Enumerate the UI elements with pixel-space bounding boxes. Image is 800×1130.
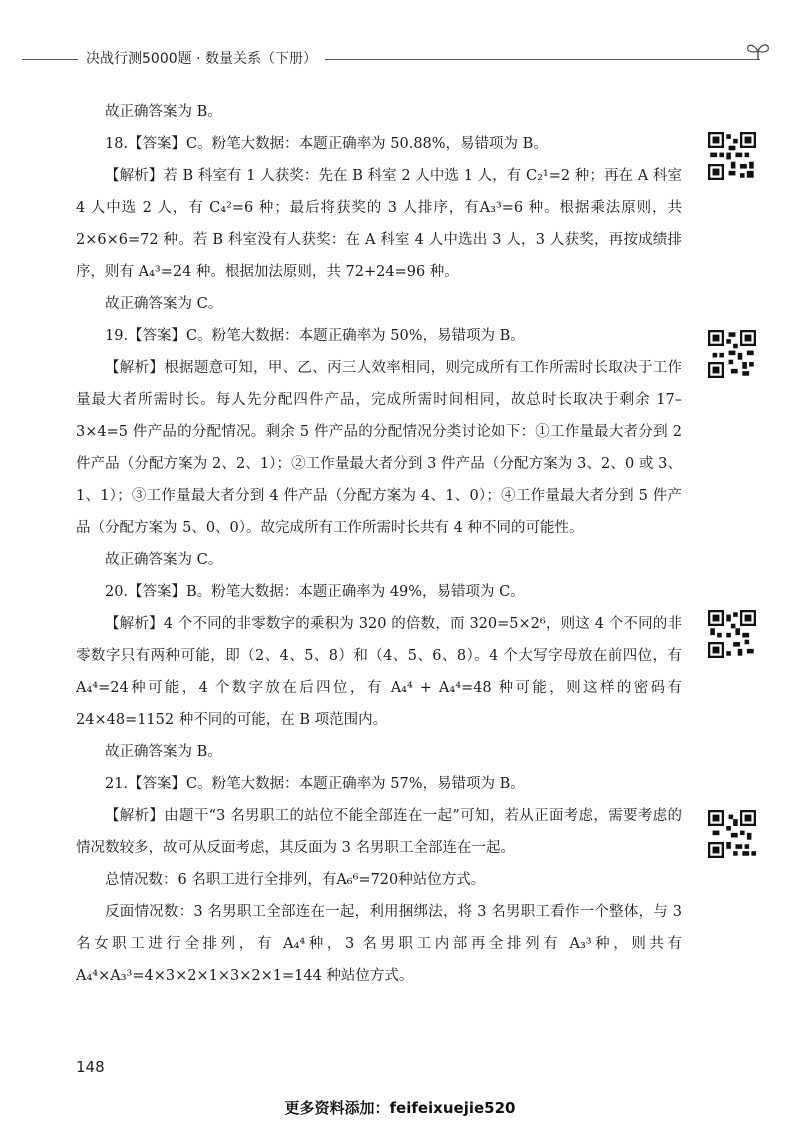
qr-code-icon[interactable] xyxy=(708,610,756,658)
q20-answer: 20.【答案】B。粉笔大数据：本题正确率为 49%，易错项为 C。 xyxy=(105,584,525,600)
q19-answer: 19.【答案】C。粉笔大数据：本题正确率为 50%，易错项为 B。 xyxy=(105,328,525,344)
book-title: 决战行测5000题 · 数量关系（下册） xyxy=(78,50,325,68)
q21-answer: 21.【答案】C。粉笔大数据：本题正确率为 57%，易错项为 B。 xyxy=(105,776,525,792)
footer-note: 更多资料添加：feifeixuejie520 xyxy=(284,1099,516,1117)
q18-answer: 18.【答案】C。粉笔大数据：本题正确率为 50.88%，易错项为 B。 xyxy=(105,136,548,152)
paragraph: 故正确答案为 B。 xyxy=(105,104,222,120)
q18-analysis: 【解析】若 B 科室有 1 人获奖：先在 B 科室 2 人中选 1 人，有 C₂¹=2 种；再在 A 科室 4 人中选 2 人，有 C₄²=6 种；最后将获奖的 3 人排序，有A₃³=6 种。根据乘法原则，共 2×6×6=72 种。若 B 科室没有人获奖：在 A 科室 4 人中选出 3 人，3 人获奖，再按成绩排序，则有 A₄³=24 种。根据加法原则，共 72+24=96 种。 xyxy=(76,168,682,280)
q19-conclusion: 故正确答案为 C。 xyxy=(105,552,223,568)
q21-reverse: 反面情况数：3 名男职工全部连在一起，利用捆绑法，将 3 名男职工看作一个整体，与 3 名女职工进行全排列，有 A₄⁴种，3 名男职工内部再全排列有 A₃³种，则共有 A₄⁴×A₃³=4×3×2×1×3×2×1=144 种站位方式。 xyxy=(76,904,682,984)
q21-total: 总情况数：6 名职工进行全排列，有A₆⁶=720种站位方式。 xyxy=(105,872,486,888)
q19-analysis: 【解析】根据题意可知，甲、乙、丙三人效率相同，则完成所有工作所需时长取决于工作量最大者所需时长。每人先分配四件产品，完成所需时间相同，故总时长取决于剩余 17–3×4=5 件产品的分配情况。剩余 5 件产品的分配情况分类讨论如下：①工作量最大者分到 2 件产品（分配方案为 2、2、1）；②工作量最大者分到 3 件产品（分配方案为 3、2、0 或 3、1、1）；③工作量最大者分到 4 件产品（分配方案为 4、1、0）；④工作量最大者分到 5 件产品（分配方案为 5、0、0）。故完成所有工作所需时长共有 4 种不同的可能性。 xyxy=(76,360,682,536)
qr-code-icon[interactable] xyxy=(708,810,756,858)
q20-conclusion: 故正确答案为 B。 xyxy=(105,744,222,760)
qr-code-icon[interactable] xyxy=(708,330,756,378)
page-number: 148 xyxy=(76,1058,105,1076)
q21-analysis: 【解析】由题干“3 名男职工的站位不能全部连在一起”可知，若从正面考虑，需要考虑的情况数较多，故可从反面考虑，其反面为 3 名男职工全部连在一起。 xyxy=(76,808,682,856)
q18-conclusion: 故正确答案为 C。 xyxy=(105,296,223,312)
answer-content xyxy=(76,96,682,992)
qr-code-icon[interactable] xyxy=(708,132,756,180)
sprout-icon xyxy=(744,40,772,62)
q20-analysis: 【解析】4 个不同的非零数字的乘积为 320 的倍数，而 320=5×2⁶，则这 4 个不同的非零数字只有两种可能，即（2、4、5、8）和（4、5、6、8）。4 个大写字母放在前四位，有 A₄⁴=24种可能，4 个数字放在后四位，有 A₄⁴ + A₄⁴=48 种可能，则这样的密码有 24×48=1152 种不同的可能，在 B 项范围内。 xyxy=(76,616,682,728)
